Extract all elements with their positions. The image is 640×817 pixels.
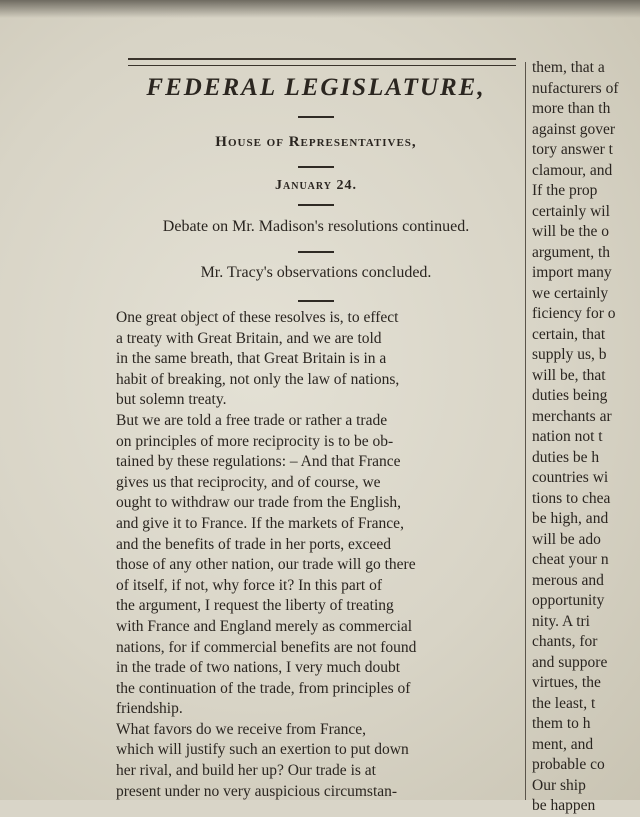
header-rule — [128, 58, 516, 66]
text-line: certainly wil — [532, 202, 610, 220]
adjacent-article-column — [532, 58, 640, 814]
text-line: merous and — [532, 571, 604, 589]
text-line: and the benefits of trade in her ports, exceed — [116, 535, 392, 553]
text-line: chants, for — [532, 633, 598, 650]
text-line: nation not t — [532, 428, 603, 445]
text-line: argument, th — [532, 243, 611, 261]
text-line: habit of breaking, not only the law of nations, — [116, 370, 400, 388]
text-line: cheat your n — [532, 551, 609, 568]
text-line: more than th — [532, 100, 611, 117]
text-line: clamour, and — [532, 161, 613, 179]
text-line: will be the o — [532, 223, 610, 240]
text-line: What favors do we receive from France, — [116, 720, 367, 738]
text-line: supply us, b — [532, 346, 607, 363]
debate-heading: Debate on Mr. Madison's resolutions continued. — [162, 218, 470, 235]
speaker-heading: Mr. Tracy's observations concluded. — [200, 264, 432, 281]
text-line: probable co — [532, 756, 605, 773]
text-line: nations, for if commercial benefits are not found — [116, 638, 417, 656]
text-line: in the same breath, that Great Britain is in a — [116, 350, 387, 368]
text-line: in the trade of two nations, I very much doubt — [116, 659, 401, 677]
text-line: ought to withdraw our trade from the English, — [116, 494, 401, 512]
page-edge-shadow — [0, 0, 640, 18]
text-line: the continuation of the trade, from principles of — [116, 679, 411, 697]
divider-rule — [298, 116, 334, 118]
text-line: gives us that reciprocity, and of course, we — [116, 473, 381, 491]
text-line: nity. A tri — [532, 612, 590, 630]
text-line: friendship. — [116, 700, 183, 718]
text-line: But we are told a free trade or rather a trade — [116, 411, 388, 429]
text-line: and give it to France. If the markets of France, — [116, 514, 404, 532]
text-line: tions to chea — [532, 489, 611, 507]
text-line: certain, that — [532, 325, 606, 343]
divider-rule — [298, 204, 334, 206]
text-line: merchants ar — [532, 407, 612, 425]
text-line: One great object of these resolves is, to effect — [116, 309, 399, 326]
chamber-heading: House of Representatives, — [215, 134, 417, 150]
text-line: tained by these regulations: – And that France — [116, 453, 401, 471]
section-title: FEDERAL LEGISLATURE, — [146, 74, 486, 101]
text-line: will be ado — [532, 530, 601, 548]
date-heading: January 24. — [275, 178, 357, 193]
main-article-column — [112, 58, 520, 800]
text-line: with France and England merely as commercial — [116, 617, 413, 635]
text-line: duties be h — [532, 448, 600, 466]
divider-rule — [298, 300, 334, 302]
divider-rule — [298, 166, 334, 168]
text-line: be happen — [532, 797, 596, 814]
text-line: ment, and — [532, 735, 594, 753]
column-rule — [525, 62, 526, 800]
text-line: them, that a — [532, 59, 605, 76]
text-line: and suppore — [532, 653, 608, 671]
text-line: we certainly — [532, 284, 609, 302]
text-line: ficiency for o — [532, 305, 616, 322]
text-line: countries wi — [532, 469, 609, 486]
text-line: duties being — [532, 387, 608, 404]
text-line: but solemn treaty. — [116, 391, 227, 409]
text-line: the least, t — [532, 694, 596, 712]
text-line: will be, that — [532, 366, 606, 384]
text-line: the argument, I request the liberty of treating — [116, 597, 394, 615]
text-line: tory answer t — [532, 141, 613, 158]
text-line: virtues, the — [532, 674, 601, 691]
text-line: import many — [532, 264, 612, 281]
text-line: against gover — [532, 120, 616, 138]
text-line: of itself, if not, why force it? In this part of — [116, 576, 383, 594]
text-line: Our ship — [532, 776, 586, 794]
text-line: her rival, and build her up? Our trade is at — [116, 762, 376, 780]
text-line: be high, and — [532, 510, 609, 527]
divider-rule — [298, 251, 334, 253]
article-body — [116, 308, 520, 802]
text-line: opportunity — [532, 592, 605, 609]
text-line: them to h — [532, 715, 591, 732]
text-line: present under no very auspicious circumstan- — [116, 782, 398, 800]
text-line: on principles of more reciprocity is to be ob- — [116, 432, 394, 450]
text-line: a treaty with Great Britain, and we are told — [116, 329, 382, 347]
text-line: those of any other nation, our trade will go there — [116, 556, 416, 574]
text-line: nufacturers of — [532, 79, 619, 97]
text-line: If the prop — [532, 182, 598, 199]
text-line: which will justify such an exertion to put down — [116, 741, 409, 759]
